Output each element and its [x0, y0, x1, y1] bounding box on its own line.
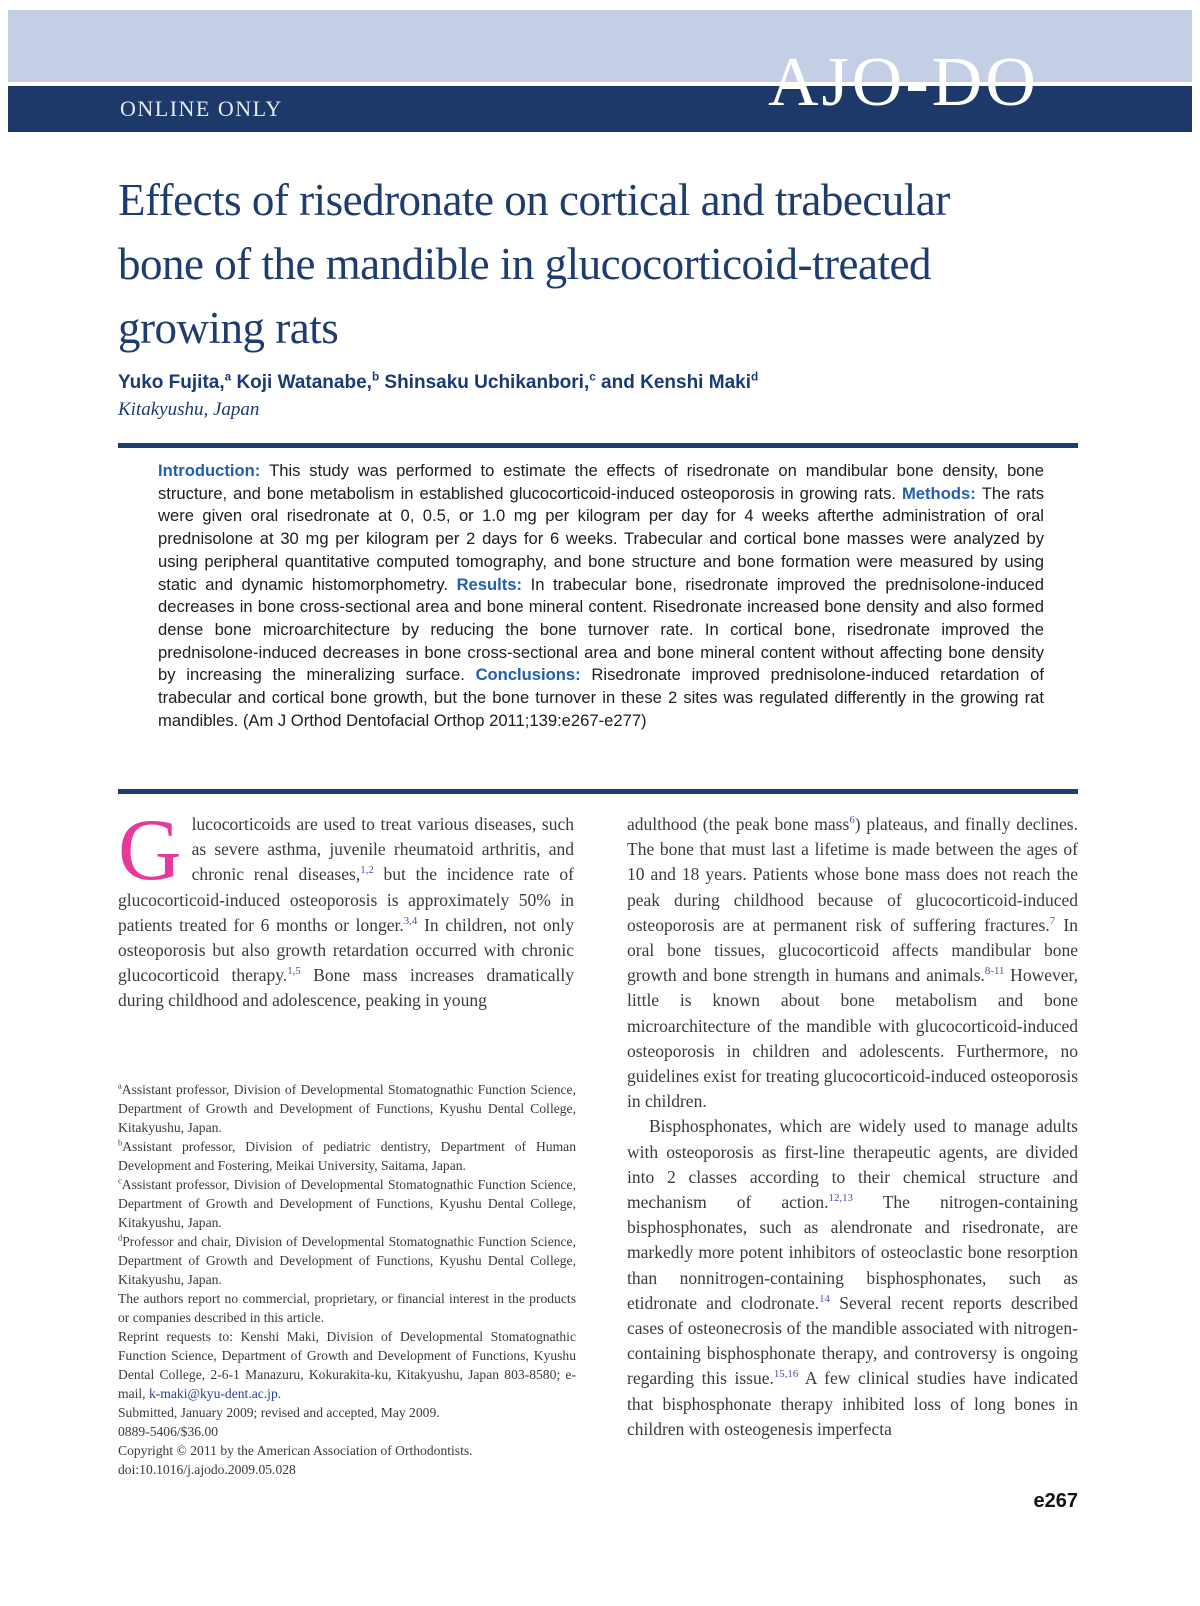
dropcap-letter: G: [118, 802, 182, 899]
email-link[interactable]: k-maki@kyu-dent.ac.jp: [148, 1386, 278, 1401]
author-line: Yuko Fujita,$^a$ Koji Watanabe,$^b$ Shinsaku Uchikanbori,$^c$ and Kenshi Maki$^d$: [118, 370, 759, 393]
footnotes-block: [118, 1080, 576, 1479]
footnote-affiliation-d: $^d$Professor and chair, Division of Developmental Stomatognathic Function Science, Department of Growth and Development of Functions, Kyushu Dental College, Kitakyushu, Japan.: [118, 1232, 576, 1287]
footnote-affiliation-a: $^a$Assistant professor, Division of Developmental Stomatognathic Function Science, Department of Growth and Development of Functions, Kyushu Dental College, Kitakyushu, Japan.: [118, 1080, 576, 1135]
footnote-submitted: Submitted, January 2009; revised and accepted, May 2009.: [118, 1405, 440, 1420]
footnote-issn-price: 0889-5406/$36.00: [118, 1424, 219, 1439]
body-paragraph-1: [118, 802, 575, 1014]
footnote-affiliation-c: $^c$Assistant professor, Division of Developmental Stomatognathic Function Science, Department of Growth and Development of Functions, Kyushu Dental College, Kitakyushu, Japan.: [118, 1175, 576, 1230]
article-title-line: bone of the mandible in glucocorticoid-treated: [118, 239, 931, 289]
divider-rule-top: [118, 443, 1078, 448]
article-title-line: growing rats: [118, 303, 339, 353]
footnote-affiliation-b: $^b$Assistant professor, Division of pediatric dentistry, Department of Human Development and Fostering, Meikai University, Saitama, Japan.: [118, 1137, 576, 1173]
body-column-left: [118, 802, 575, 1014]
body-column-right: [627, 812, 1078, 1442]
online-only-kicker: ONLINE ONLY: [120, 96, 283, 121]
article-title: [118, 168, 1078, 360]
footnote-doi: doi:10.1016/j.ajodo.2009.05.028: [118, 1462, 296, 1477]
article-title-line: Effects of risedronate on cortical and trabecular: [118, 175, 950, 225]
footnote-reprint-requests: Reprint requests to: Kenshi Maki, Division of Developmental Stomatognathic Function Science, Department of Growth and Development of Functions, Kyushu Dental College, 2-6-1 Manazuru, Kokurakita-ku, Kitakyushu, Japan 803-8580; e-mail, k-maki@kyu-dent.ac.jp.: [118, 1329, 576, 1401]
ajodo-logo: AJO-DO: [768, 44, 1039, 121]
affiliation: Kitakyushu, Japan: [118, 399, 260, 420]
body-paragraph-3: Bisphosphonates, which are widely used to manage adults with osteoporosis as first-line therapeutic agents, are divided into 2 classes according to their chemical structure and mechanism of action.$^{12,13}$ The nitrogen-containing bisphosphonates, such as alendronate and risedronate, are markedly more potent inhibitors of osteoclastic bone resorption than nonnitrogen-containing bisphosphonates, such as etidronate and clodronate.$^{14}$ Several recent reports described cases of osteonecrosis of the mandible associated with nitrogen-containing bisphosphonate therapy, and controversy is ongoing regarding this issue.$^{15,16}$ A few clinical studies have indicated that bisphosphonate therapy inhibited loss of long bones in children with osteogenesis imperfecta: [627, 1116, 1078, 1439]
footnote-copyright: Copyright © 2011 by the American Association of Orthodontists.: [118, 1443, 473, 1458]
page-number: e267: [1033, 1490, 1078, 1512]
footnote-disclosure: The authors report no commercial, proprietary, or financial interest in the products or companies described in this article.: [118, 1291, 576, 1325]
body-paragraph-2: adulthood (the peak bone mass$^6$) plateaus, and finally declines. The bone that must last a lifetime is made between the ages of 10 and 18 years. Patients whose bone mass does not reach the peak during childhood because of glucocorticoid-induced osteoporosis are at permanent risk of suffering fractures.$^7$ In oral bone tissues, glucocorticoid affects mandibular bone growth and bone strength in humans and animals.$^{8-11}$ However, little is known about bone metabolism and bone microarchitecture of the mandible with glucocorticoid-induced osteoporosis in children and adolescents. Furthermore, no guidelines exist for treating glucocorticoid-induced osteoporosis in children.: [627, 814, 1078, 1112]
abstract-paragraph: Introduction: This study was performed to estimate the effects of risedronate on mandibular bone density, bone structure, and bone metabolism in established glucocorticoid-induced osteoporosis in growing rats. Methods: The rats were given oral risedronate at 0, 0.5, or 1.0 mg per kilogram per day for 4 weeks afterthe administration of oral prednisolone at 30 mg per kilogram per 2 days for 6 weeks. Trabecular and cortical bone masses were analyzed by using peripheral quantitative computed tomography, and bone structure and bone formation were measured by using static and dynamic histomorphometry. Results: In trabecular bone, risedronate improved the prednisolone-induced decreases in bone cross-sectional area and bone mineral content. Risedronate increased bone density and also formed dense bone microarchitecture by reducing the bone turnover rate. In cortical bone, risedronate improved the prednisolone-induced decreases in bone cross-sectional area and bone mineral content without affecting bone density by increasing the mineralizing surface. Conclusions: Risedronate improved prednisolone-induced retardation of trabecular and cortical bone growth, but the bone turnover in these 2 sites was regulated differently in the growing rat mandibles. (Am J Orthod Dentofacial Orthop 2011;139:e267-e277): [158, 461, 1045, 730]
body-paragraph-1-text: lucocorticoids are used to treat various diseases, such as severe asthma, juvenile rheumatoid arthritis, and chronic renal diseases,$^{1,2}$ but the incidence rate of glucocorticoid-induced osteoporosis is approximately 50% in patients treated for 6 months or longer.$^{3,4}$ In children, not only osteoporosis but also growth retardation occurred with chronic glucocorticoid therapy.$^{1,5}$ Bone mass increases dramatically during childhood and adolescence, peaking in young: [118, 814, 575, 1011]
divider-rule-body: [118, 789, 1078, 794]
